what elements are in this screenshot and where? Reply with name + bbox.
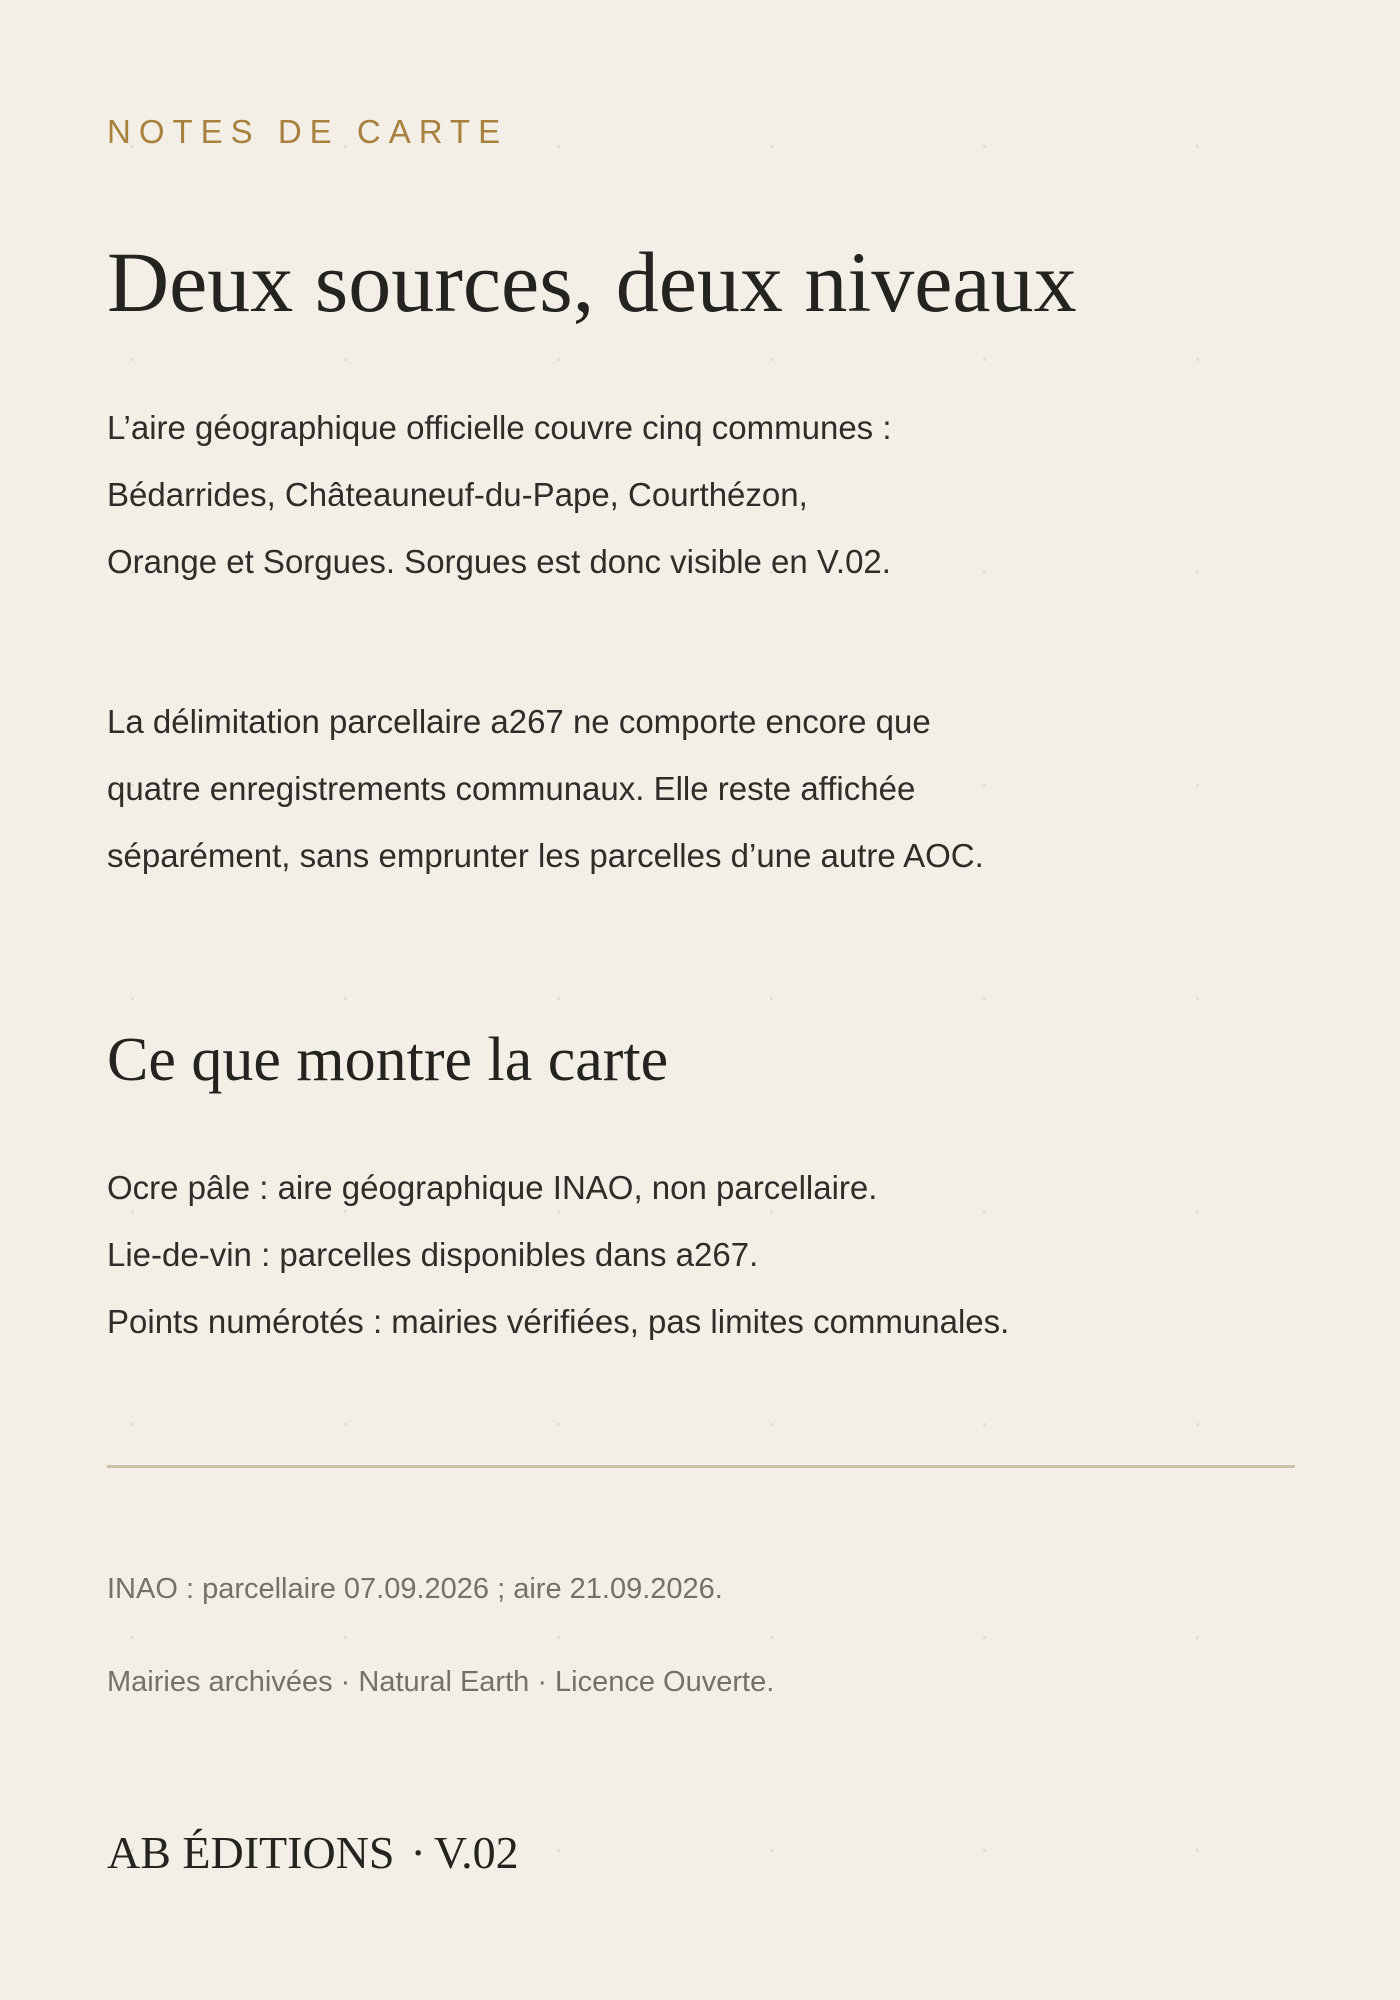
map-legend-list	[107, 1154, 1117, 1355]
legend-item: Ocre pâle : aire géographique INAO, non parcellaire.	[107, 1169, 878, 1206]
paragraph-line: quatre enregistrements communaux. Elle reste affichée	[107, 770, 916, 807]
source-note-inao: INAO : parcellaire 07.09.2026 ; aire 21.09.2026.	[107, 1573, 723, 1605]
paragraph-line: séparément, sans emprunter les parcelles d’une autre AOC.	[107, 837, 984, 874]
legend-item: Points numérotés : mairies vérifiées, pas limites communales.	[107, 1303, 1010, 1340]
divider	[107, 1465, 1295, 1468]
paragraph-line: La délimitation parcellaire a267 ne comporte encore que	[107, 703, 931, 740]
paragraph-line: Bédarrides, Châteauneuf-du-Pape, Courthézon,	[107, 476, 808, 513]
section-heading: Ce que montre la carte	[107, 1026, 669, 1094]
version-label: V.02	[433, 1827, 519, 1878]
publisher-signature	[107, 1823, 519, 1883]
publisher-name: AB ÉDITIONS	[107, 1827, 395, 1878]
legend-item: Lie-de-vin : parcelles disponibles dans a267.	[107, 1236, 759, 1273]
source-note-credits: Mairies archivées · Natural Earth · Licence Ouverte.	[107, 1666, 775, 1698]
intro-paragraph-1	[107, 394, 1117, 595]
paragraph-line: Orange et Sorgues. Sorgues est donc visible en V.02.	[107, 543, 891, 580]
page-title: Deux sources, deux niveaux	[107, 234, 1077, 330]
brand-separator: ·	[410, 1827, 426, 1878]
paragraph-line: L’aire géographique officielle couvre cinq communes :	[107, 409, 892, 446]
section-kicker: NOTES DE CARTE	[107, 113, 509, 150]
intro-paragraph-2	[107, 688, 1117, 889]
